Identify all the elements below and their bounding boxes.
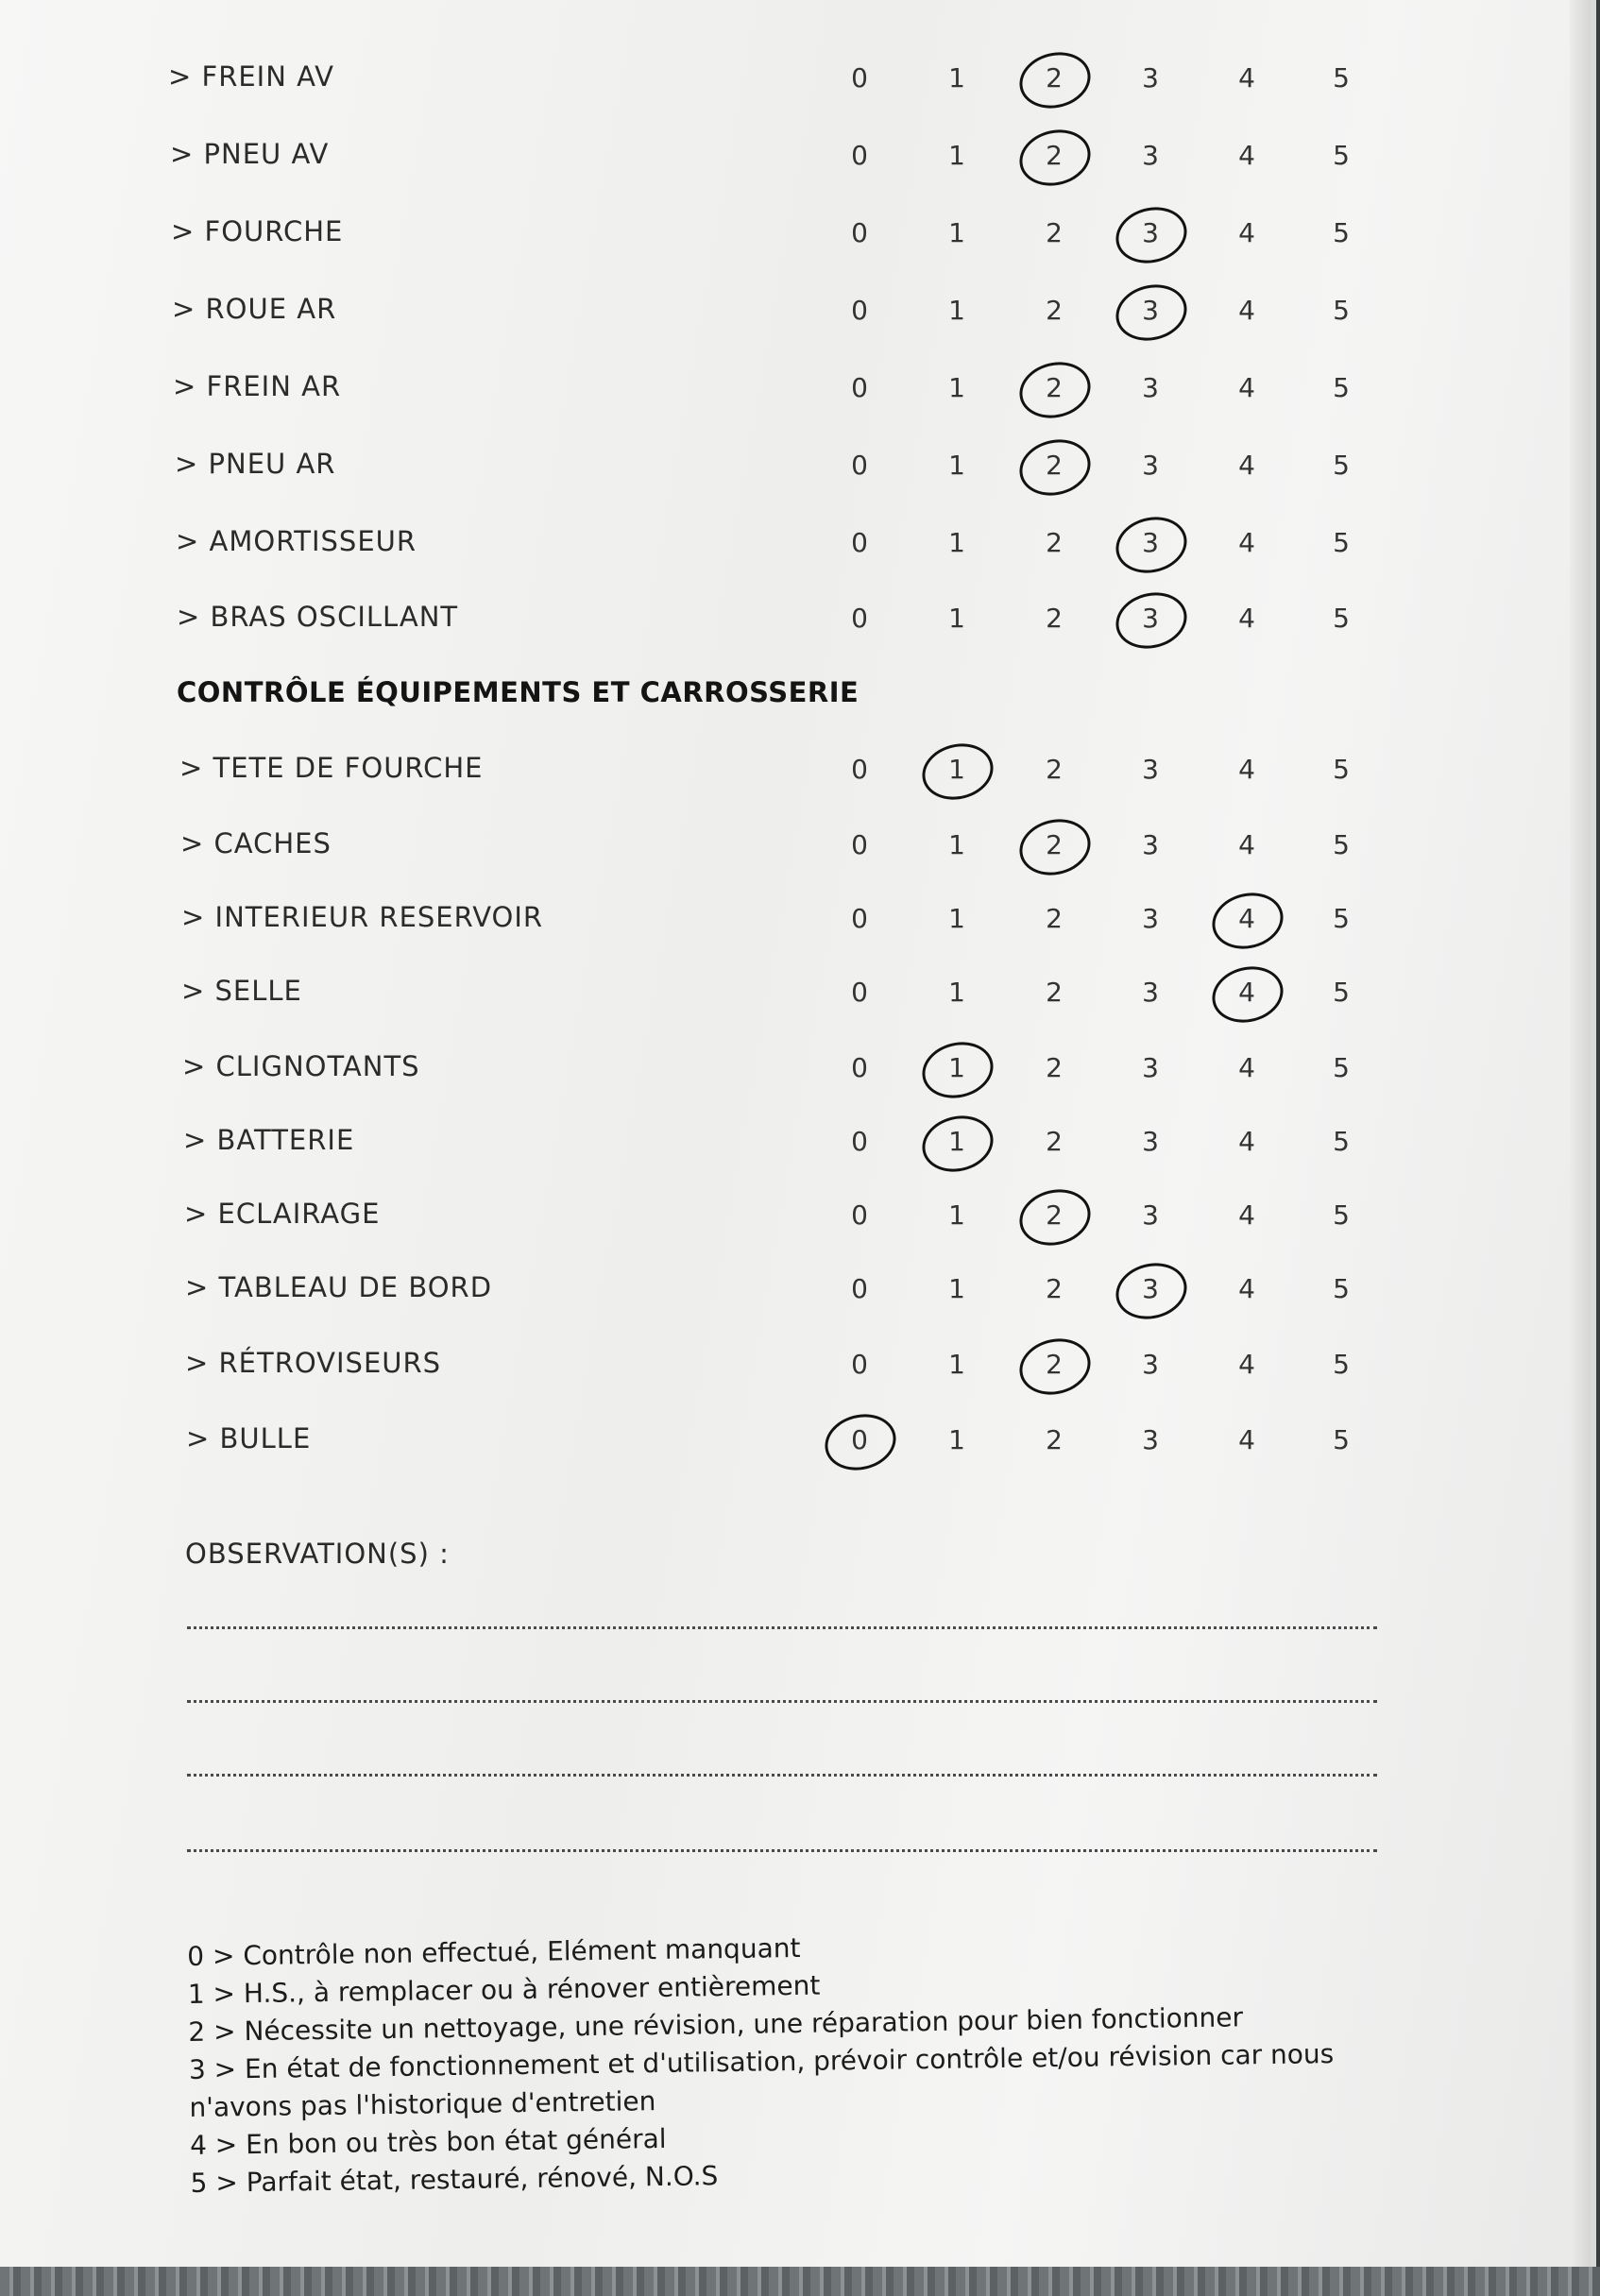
score-option[interactable]: 3 — [1142, 1349, 1159, 1380]
score-option[interactable]: 1 — [948, 140, 965, 171]
rating-row — [0, 1190, 1591, 1247]
score-option[interactable]: 5 — [1333, 295, 1350, 326]
rating-row — [0, 208, 1591, 264]
rating-row — [0, 1116, 1591, 1173]
score-option[interactable]: 0 — [851, 903, 868, 934]
rating-row — [0, 518, 1591, 574]
score-option[interactable]: 2 — [1046, 1126, 1063, 1157]
score-option[interactable]: 0 — [851, 527, 868, 558]
score-option-selected[interactable]: 2 — [1035, 140, 1073, 171]
score-option[interactable]: 1 — [948, 295, 965, 326]
score-option[interactable]: 0 — [851, 217, 868, 248]
rating-row — [0, 285, 1591, 342]
legend-line: 4 > En bon ou très bon état général — [189, 2122, 667, 2161]
score-option[interactable]: 3 — [1142, 829, 1159, 860]
score-option[interactable]: 3 — [1142, 1199, 1159, 1231]
score-option[interactable]: 4 — [1238, 754, 1255, 785]
legend-line: 0 > Contrôle non effectué, Elément manquant — [187, 1931, 801, 1972]
score-option[interactable]: 0 — [851, 1052, 868, 1083]
rating-row — [0, 1339, 1591, 1396]
score-option[interactable]: 5 — [1333, 1424, 1350, 1455]
rating-row — [0, 967, 1591, 1024]
score-option[interactable]: 4 — [1238, 1126, 1255, 1157]
score-option[interactable]: 5 — [1333, 1126, 1350, 1157]
score-option-selected[interactable]: 2 — [1035, 1349, 1073, 1380]
score-option[interactable]: 5 — [1333, 217, 1350, 248]
observation-line — [187, 1626, 1377, 1629]
score-option[interactable]: 2 — [1046, 903, 1063, 934]
score-option[interactable]: 1 — [948, 1273, 965, 1304]
score-option[interactable]: 0 — [851, 295, 868, 326]
observation-line — [187, 1849, 1377, 1852]
observation-line — [187, 1774, 1377, 1777]
rating-row — [0, 363, 1591, 419]
score-option[interactable]: 3 — [1142, 977, 1159, 1008]
score-option[interactable]: 1 — [948, 450, 965, 481]
score-option[interactable]: 2 — [1046, 527, 1063, 558]
observations-label: OBSERVATION(S) : — [185, 1538, 450, 1570]
row-label: > PNEU AV — [170, 138, 330, 170]
observation-line — [187, 1700, 1377, 1703]
score-option[interactable]: 3 — [1142, 450, 1159, 481]
score-option[interactable]: 0 — [851, 140, 868, 171]
score-option[interactable]: 2 — [1046, 603, 1063, 634]
score-option-selected[interactable]: 2 — [1035, 829, 1073, 860]
rating-row — [0, 744, 1591, 801]
score-option[interactable]: 3 — [1142, 1052, 1159, 1083]
score-option[interactable]: 5 — [1333, 450, 1350, 481]
score-option[interactable]: 4 — [1238, 1273, 1255, 1304]
legend-line: 1 > H.S., à remplacer ou à rénover entièrement — [187, 1969, 821, 2010]
row-label: > CACHES — [180, 827, 332, 859]
score-option[interactable]: 5 — [1333, 1052, 1350, 1083]
row-label: > BATTERIE — [183, 1124, 355, 1156]
score-option[interactable]: 5 — [1333, 1273, 1350, 1304]
score-option[interactable]: 3 — [1142, 140, 1159, 171]
score-option[interactable]: 5 — [1333, 1349, 1350, 1380]
score-option[interactable]: 0 — [851, 62, 868, 94]
score-option[interactable]: 3 — [1142, 372, 1159, 403]
rating-row — [0, 53, 1591, 110]
score-option[interactable]: 5 — [1333, 603, 1350, 634]
row-label: > BULLE — [186, 1422, 312, 1454]
score-option-selected[interactable]: 3 — [1132, 217, 1169, 248]
score-option[interactable]: 1 — [948, 829, 965, 860]
score-option-selected[interactable]: 2 — [1035, 1199, 1073, 1231]
legend-line: n'avons pas l'historique d'entretien — [189, 2085, 656, 2123]
score-option-selected[interactable]: 3 — [1132, 295, 1169, 326]
score-option[interactable]: 3 — [1142, 62, 1159, 94]
rating-legend — [187, 1921, 1419, 2202]
rating-row — [0, 893, 1591, 950]
score-option-selected[interactable]: 1 — [938, 1126, 976, 1157]
score-option[interactable]: 0 — [851, 829, 868, 860]
score-option[interactable]: 5 — [1333, 62, 1350, 94]
row-label: > FREIN AR — [173, 370, 342, 402]
score-option[interactable]: 2 — [1046, 754, 1063, 785]
row-label: > AMORTISSEUR — [176, 525, 417, 557]
section-heading: CONTRÔLE ÉQUIPEMENTS ET CARROSSERIE — [177, 676, 860, 708]
legend-line: 5 > Parfait état, restauré, rénové, N.O.S — [190, 2160, 719, 2199]
score-option[interactable]: 0 — [851, 1199, 868, 1231]
score-option-selected[interactable]: 3 — [1132, 1273, 1169, 1304]
legend-line: 2 > Nécessite un nettoyage, une révision, une réparation pour bien fonctionner — [188, 2001, 1244, 2048]
score-option[interactable]: 1 — [948, 1199, 965, 1231]
score-option[interactable]: 2 — [1046, 1424, 1063, 1455]
score-option[interactable]: 1 — [948, 62, 965, 94]
score-option[interactable]: 3 — [1142, 1424, 1159, 1455]
score-option[interactable]: 0 — [851, 1273, 868, 1304]
score-option-selected[interactable]: 2 — [1035, 372, 1073, 403]
score-option[interactable]: 4 — [1238, 527, 1255, 558]
score-option[interactable]: 5 — [1333, 372, 1350, 403]
sleeve-edge — [0, 2267, 1600, 2296]
score-option[interactable]: 4 — [1238, 1424, 1255, 1455]
score-option[interactable]: 5 — [1333, 140, 1350, 171]
score-option[interactable]: 1 — [948, 527, 965, 558]
score-option[interactable]: 2 — [1046, 977, 1063, 1008]
score-option[interactable]: 4 — [1238, 450, 1255, 481]
score-option[interactable]: 1 — [948, 903, 965, 934]
score-option[interactable]: 4 — [1238, 62, 1255, 94]
row-label: > SELLE — [181, 975, 302, 1007]
score-option[interactable]: 2 — [1046, 1052, 1063, 1083]
score-option-selected[interactable]: 3 — [1132, 603, 1169, 634]
row-label: > TETE DE FOURCHE — [179, 752, 484, 784]
score-option[interactable]: 4 — [1238, 603, 1255, 634]
score-option[interactable]: 5 — [1333, 977, 1350, 1008]
score-option[interactable]: 4 — [1238, 140, 1255, 171]
score-option-selected[interactable]: 4 — [1228, 977, 1266, 1008]
score-option[interactable]: 5 — [1333, 829, 1350, 860]
row-label: > FREIN AV — [168, 60, 334, 93]
rating-row — [0, 593, 1591, 650]
rating-row — [0, 1264, 1591, 1320]
row-label: > CLIGNOTANTS — [182, 1050, 420, 1082]
score-option[interactable]: 4 — [1238, 1199, 1255, 1231]
row-label: > TABLEAU DE BORD — [185, 1271, 493, 1303]
row-label: > ROUE AR — [172, 293, 337, 325]
score-option[interactable]: 1 — [948, 603, 965, 634]
score-option-selected[interactable]: 3 — [1132, 527, 1169, 558]
rating-row — [0, 1043, 1591, 1099]
row-label: > BRAS OSCILLANT — [177, 601, 459, 633]
row-label: > ECLAIRAGE — [184, 1198, 381, 1230]
score-option[interactable]: 3 — [1142, 754, 1159, 785]
score-option[interactable]: 0 — [851, 372, 868, 403]
score-option[interactable]: 4 — [1238, 829, 1255, 860]
score-option[interactable]: 5 — [1333, 903, 1350, 934]
score-option[interactable]: 5 — [1333, 754, 1350, 785]
score-option[interactable]: 4 — [1238, 295, 1255, 326]
score-option-selected[interactable]: 1 — [938, 1052, 976, 1083]
row-label: > INTERIEUR RESERVOIR — [181, 901, 544, 933]
score-option-selected[interactable]: 1 — [938, 754, 976, 785]
row-label: > FOURCHE — [171, 215, 344, 247]
score-option[interactable]: 4 — [1238, 1052, 1255, 1083]
rating-row — [0, 1415, 1591, 1471]
score-option[interactable]: 1 — [948, 977, 965, 1008]
score-option[interactable]: 2 — [1046, 1273, 1063, 1304]
score-option-selected[interactable]: 0 — [841, 1424, 878, 1455]
score-option[interactable]: 0 — [851, 603, 868, 634]
score-option[interactable]: 1 — [948, 1424, 965, 1455]
score-option[interactable]: 0 — [851, 977, 868, 1008]
score-option[interactable]: 5 — [1333, 527, 1350, 558]
score-option[interactable]: 0 — [851, 754, 868, 785]
score-option[interactable]: 4 — [1238, 372, 1255, 403]
score-option-selected[interactable]: 2 — [1035, 450, 1073, 481]
score-option-selected[interactable]: 4 — [1228, 903, 1266, 934]
score-option[interactable]: 1 — [948, 217, 965, 248]
score-option-selected[interactable]: 2 — [1035, 62, 1073, 94]
score-option[interactable]: 2 — [1046, 295, 1063, 326]
score-option[interactable]: 3 — [1142, 1126, 1159, 1157]
score-option[interactable]: 0 — [851, 450, 868, 481]
rating-row — [0, 820, 1591, 876]
row-label: > RÉTROVISEURS — [185, 1347, 442, 1379]
score-option[interactable]: 5 — [1333, 1199, 1350, 1231]
score-option[interactable]: 3 — [1142, 903, 1159, 934]
row-label: > PNEU AR — [175, 448, 336, 480]
legend-line: 3 > En état de fonctionnement et d'utilisation, prévoir contrôle et/ou révision car nous — [188, 2038, 1335, 2085]
score-option[interactable]: 1 — [948, 372, 965, 403]
score-option[interactable]: 0 — [851, 1349, 868, 1380]
score-option[interactable]: 0 — [851, 1126, 868, 1157]
rating-row — [0, 440, 1591, 497]
score-option[interactable]: 4 — [1238, 1349, 1255, 1380]
score-option[interactable]: 1 — [948, 1349, 965, 1380]
score-option[interactable]: 4 — [1238, 217, 1255, 248]
score-option[interactable]: 2 — [1046, 217, 1063, 248]
rating-row — [0, 130, 1591, 187]
